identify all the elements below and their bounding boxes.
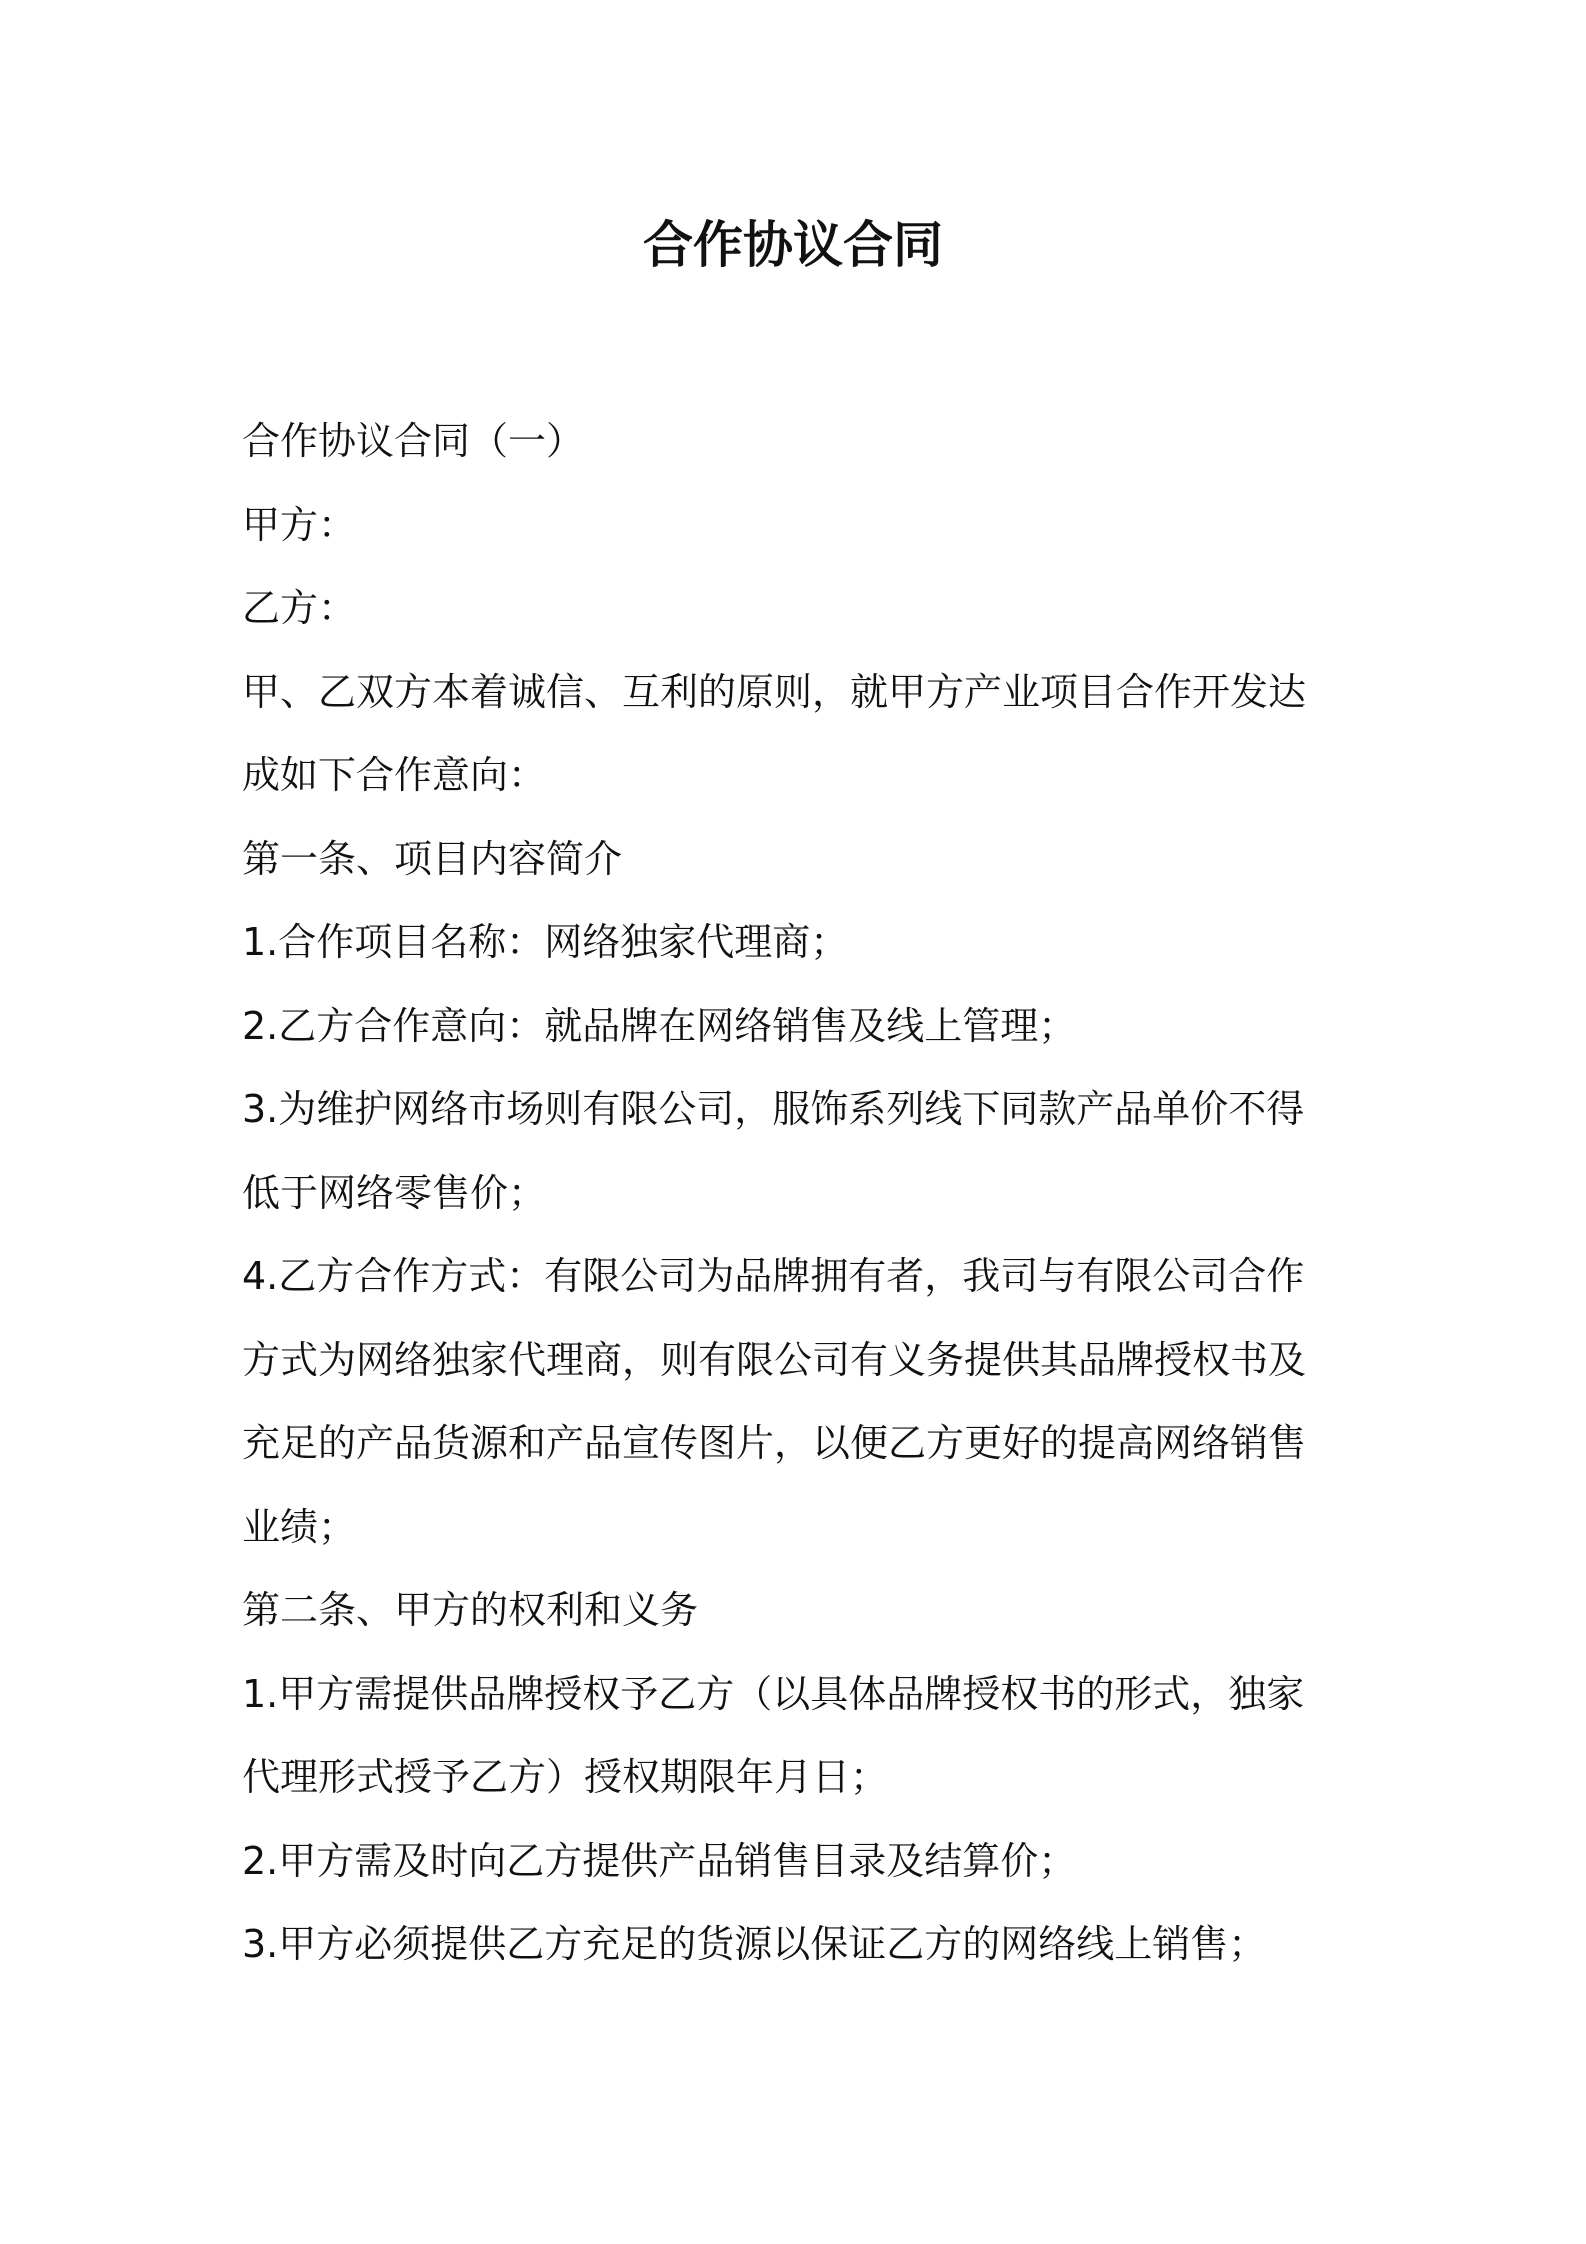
paragraph: 第二条、甲方的权利和义务 xyxy=(242,1588,699,1632)
document-title: 合作协议合同 xyxy=(643,216,943,274)
paragraph: 方式为网络独家代理商，则有限公司有义务提供其品牌授权书及 xyxy=(242,1337,1307,1382)
paragraph: 合作协议合同（一） xyxy=(242,419,585,463)
document-body xyxy=(242,400,1362,1987)
paragraph: 2.甲方需及时向乙方提供产品销售目录及结算价； xyxy=(242,1838,1077,1883)
paragraph: 成如下合作意向： xyxy=(242,753,547,797)
paragraph: 代理形式授予乙方）授权期限年月日； xyxy=(242,1755,889,1799)
paragraph: 乙方： xyxy=(242,586,357,630)
paragraph: 充足的产品货源和产品宣传图片，以便乙方更好的提高网络销售 xyxy=(242,1421,1307,1465)
paragraph: 3.为维护网络市场则有限公司，服饰系列线下同款产品单价不得 xyxy=(242,1087,1305,1131)
paragraph: 低于网络零售价； xyxy=(242,1170,547,1215)
paragraph: 4.乙方合作方式：有限公司为品牌拥有者，我司与有限公司合作 xyxy=(242,1254,1305,1298)
paragraph: 业绩； xyxy=(242,1504,357,1549)
paragraph: 甲、乙双方本着诚信、互利的原则，就甲方产业项目合作开发达 xyxy=(242,669,1307,714)
paragraph: 1.甲方需提供品牌授权予乙方（以具体品牌授权书的形式，独家 xyxy=(242,1671,1305,1716)
paragraph: 1.合作项目名称：网络独家代理商； xyxy=(242,920,849,964)
paragraph: 第一条、项目内容简介 xyxy=(242,836,623,881)
paragraph: 2.乙方合作意向：就品牌在网络销售及线上管理； xyxy=(242,1003,1077,1048)
paragraph: 3.甲方必须提供乙方充足的货源以保证乙方的网络线上销售； xyxy=(242,1922,1267,1966)
paragraph: 甲方： xyxy=(242,502,357,547)
